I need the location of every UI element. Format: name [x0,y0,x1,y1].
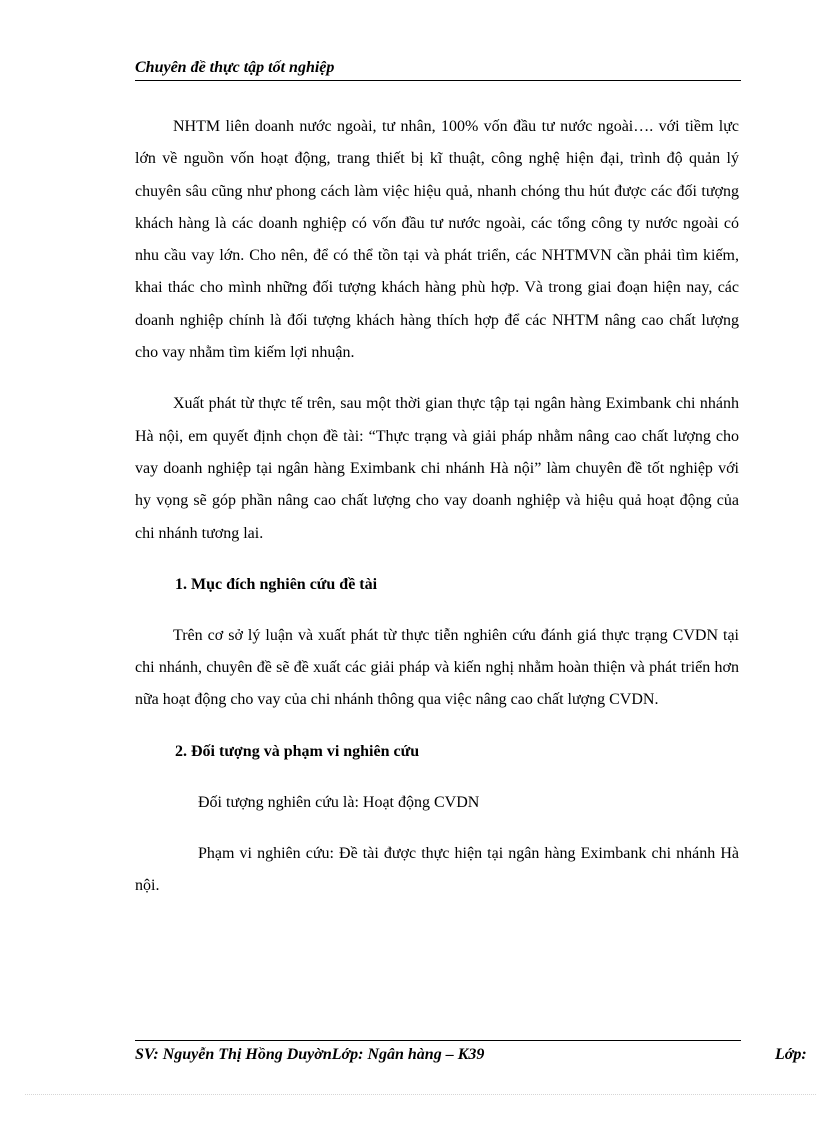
page-bottom-dotted-line [25,1094,816,1095]
page-header-title: Chuyên đề thực tập tốt nghiệp [135,58,741,81]
paragraph-purpose: Trên cơ sở lý luận và xuất phát từ thực tiễn nghiên cứu đánh giá thực trạng CVDN tại chi nhánh, chuyên đề sẽ đề xuất các giải pháp và kiến nghị nhằm hoàn thiện và phát triển hơn nữa hoạt động cho vay của chi nhánh thông qua việc nâng cao chất lượng CVDN. [135,626,739,709]
section-heading-purpose: 1. Mục đích nghiên cứu đề tài [175,575,378,593]
paragraph-topic-selection: Xuất phát từ thực tế trên, sau một thời gian thực tập tại ngân hàng Eximbank chi nhánh Hà nội, em quyết định chọn đề tài: “Thực trạng và giải pháp nhằm nâng cao chất lượng cho vay doanh nghiệp tại ngân hàng Eximbank chi nhánh Hà nội” làm chuyên đề tốt nghiệp với hy vọng sẽ góp phần nâng cao chất lượng cho vay doanh nghiệp và hiệu quả hoạt động của chi nhánh tương lai. [135,395,739,542]
footer-divider [135,1040,741,1041]
paragraph-subject: Đối tượng nghiên cứu là: Hoạt động CVDN [198,793,480,811]
paragraph-intro: NHTM liên doanh nước ngoài, tư nhân, 100% vốn đầu tư nước ngoài…. với tiềm lực lớn về nguồn vốn hoạt động, trang thiết bị kĩ thuật, công nghệ hiện đại, trình độ quản lý chuyên sâu cũng như phong cách làm việc hiệu quả, nhanh chóng thu hút được các đối tượng khách hàng là các doanh nghiệp có vốn đầu tư nước ngoài, các tổng công ty nước ngoài có nhu cầu vay lớn. Cho nên, để có thể tồn tại và phát triển, các NHTMVN cần phải tìm kiếm, khai thác cho mình những đối tượng khách hàng phù hợp. Và trong giai đoạn hiện nay, các doanh nghiệp chính là đối tượng khách hàng thích hợp để các NHTM nâng cao chất lượng cho vay nhằm tìm kiếm lợi nhuận. [135,118,739,362]
section-heading-scope: 2. Đối tượng và phạm vi nghiên cứu [175,742,420,760]
paragraph-scope: Phạm vi nghiên cứu: Đề tài được thực hiện tại ngân hàng Eximbank chi nhánh Hà nội. [135,845,739,895]
document-body [135,111,739,903]
page-footer [135,1043,816,1067]
footer-class-label: Lớp: [775,1046,807,1063]
footer-student-info: SV: Nguyễn Thị Hồng DuyờnLớp: Ngân hàng – K39 [135,1046,485,1063]
